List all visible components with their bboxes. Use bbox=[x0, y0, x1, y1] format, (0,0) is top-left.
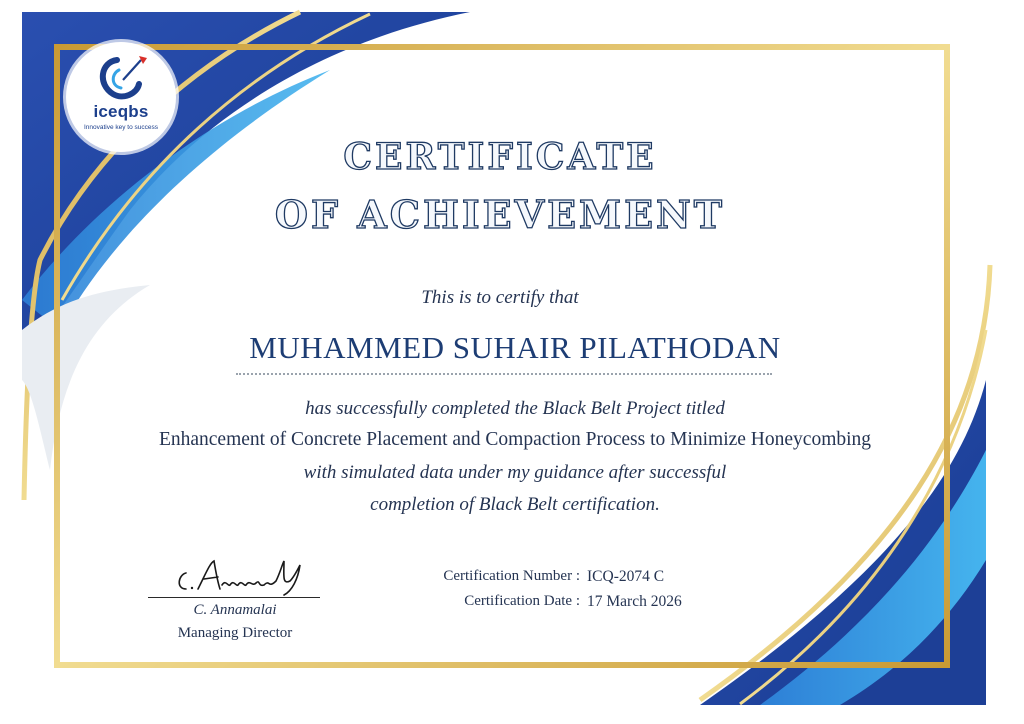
name-underline bbox=[236, 373, 772, 375]
certificate-title-line2: OF ACHIEVEMENT bbox=[274, 192, 726, 237]
signatory-name: C. Annamalai bbox=[193, 602, 277, 618]
logo-wordmark: iceqbs bbox=[93, 102, 149, 121]
target-dart-icon bbox=[93, 54, 149, 104]
handwritten-signature bbox=[172, 555, 312, 597]
logo-tagline: Innovative key to success bbox=[83, 124, 159, 131]
body-text-line4: completion of Black Belt certification. bbox=[370, 494, 660, 515]
company-logo bbox=[66, 42, 176, 152]
signatory-role: Managing Director bbox=[177, 625, 293, 641]
certify-statement: This is to certify that bbox=[421, 287, 579, 308]
project-title: Enhancement of Concrete Placement and Compaction Process to Minimize Honeycombing bbox=[158, 429, 872, 450]
certificate-title-line1: CERTIFICATE bbox=[343, 136, 657, 178]
recipient-name: MUHAMMED SUHAIR PILATHODAN bbox=[249, 330, 781, 365]
certification-date-label: Certification Date : bbox=[464, 593, 580, 609]
signature-line bbox=[148, 597, 320, 598]
body-text-line1: has successfully completed the Black Belt Project titled bbox=[305, 398, 725, 419]
certification-number-label: Certification Number : bbox=[443, 568, 580, 584]
certification-date-value: 17 March 2026 bbox=[587, 593, 682, 610]
certification-number-value: ICQ-2074 C bbox=[587, 568, 665, 585]
body-text-line3: with simulated data under my guidance after successful bbox=[303, 462, 727, 483]
